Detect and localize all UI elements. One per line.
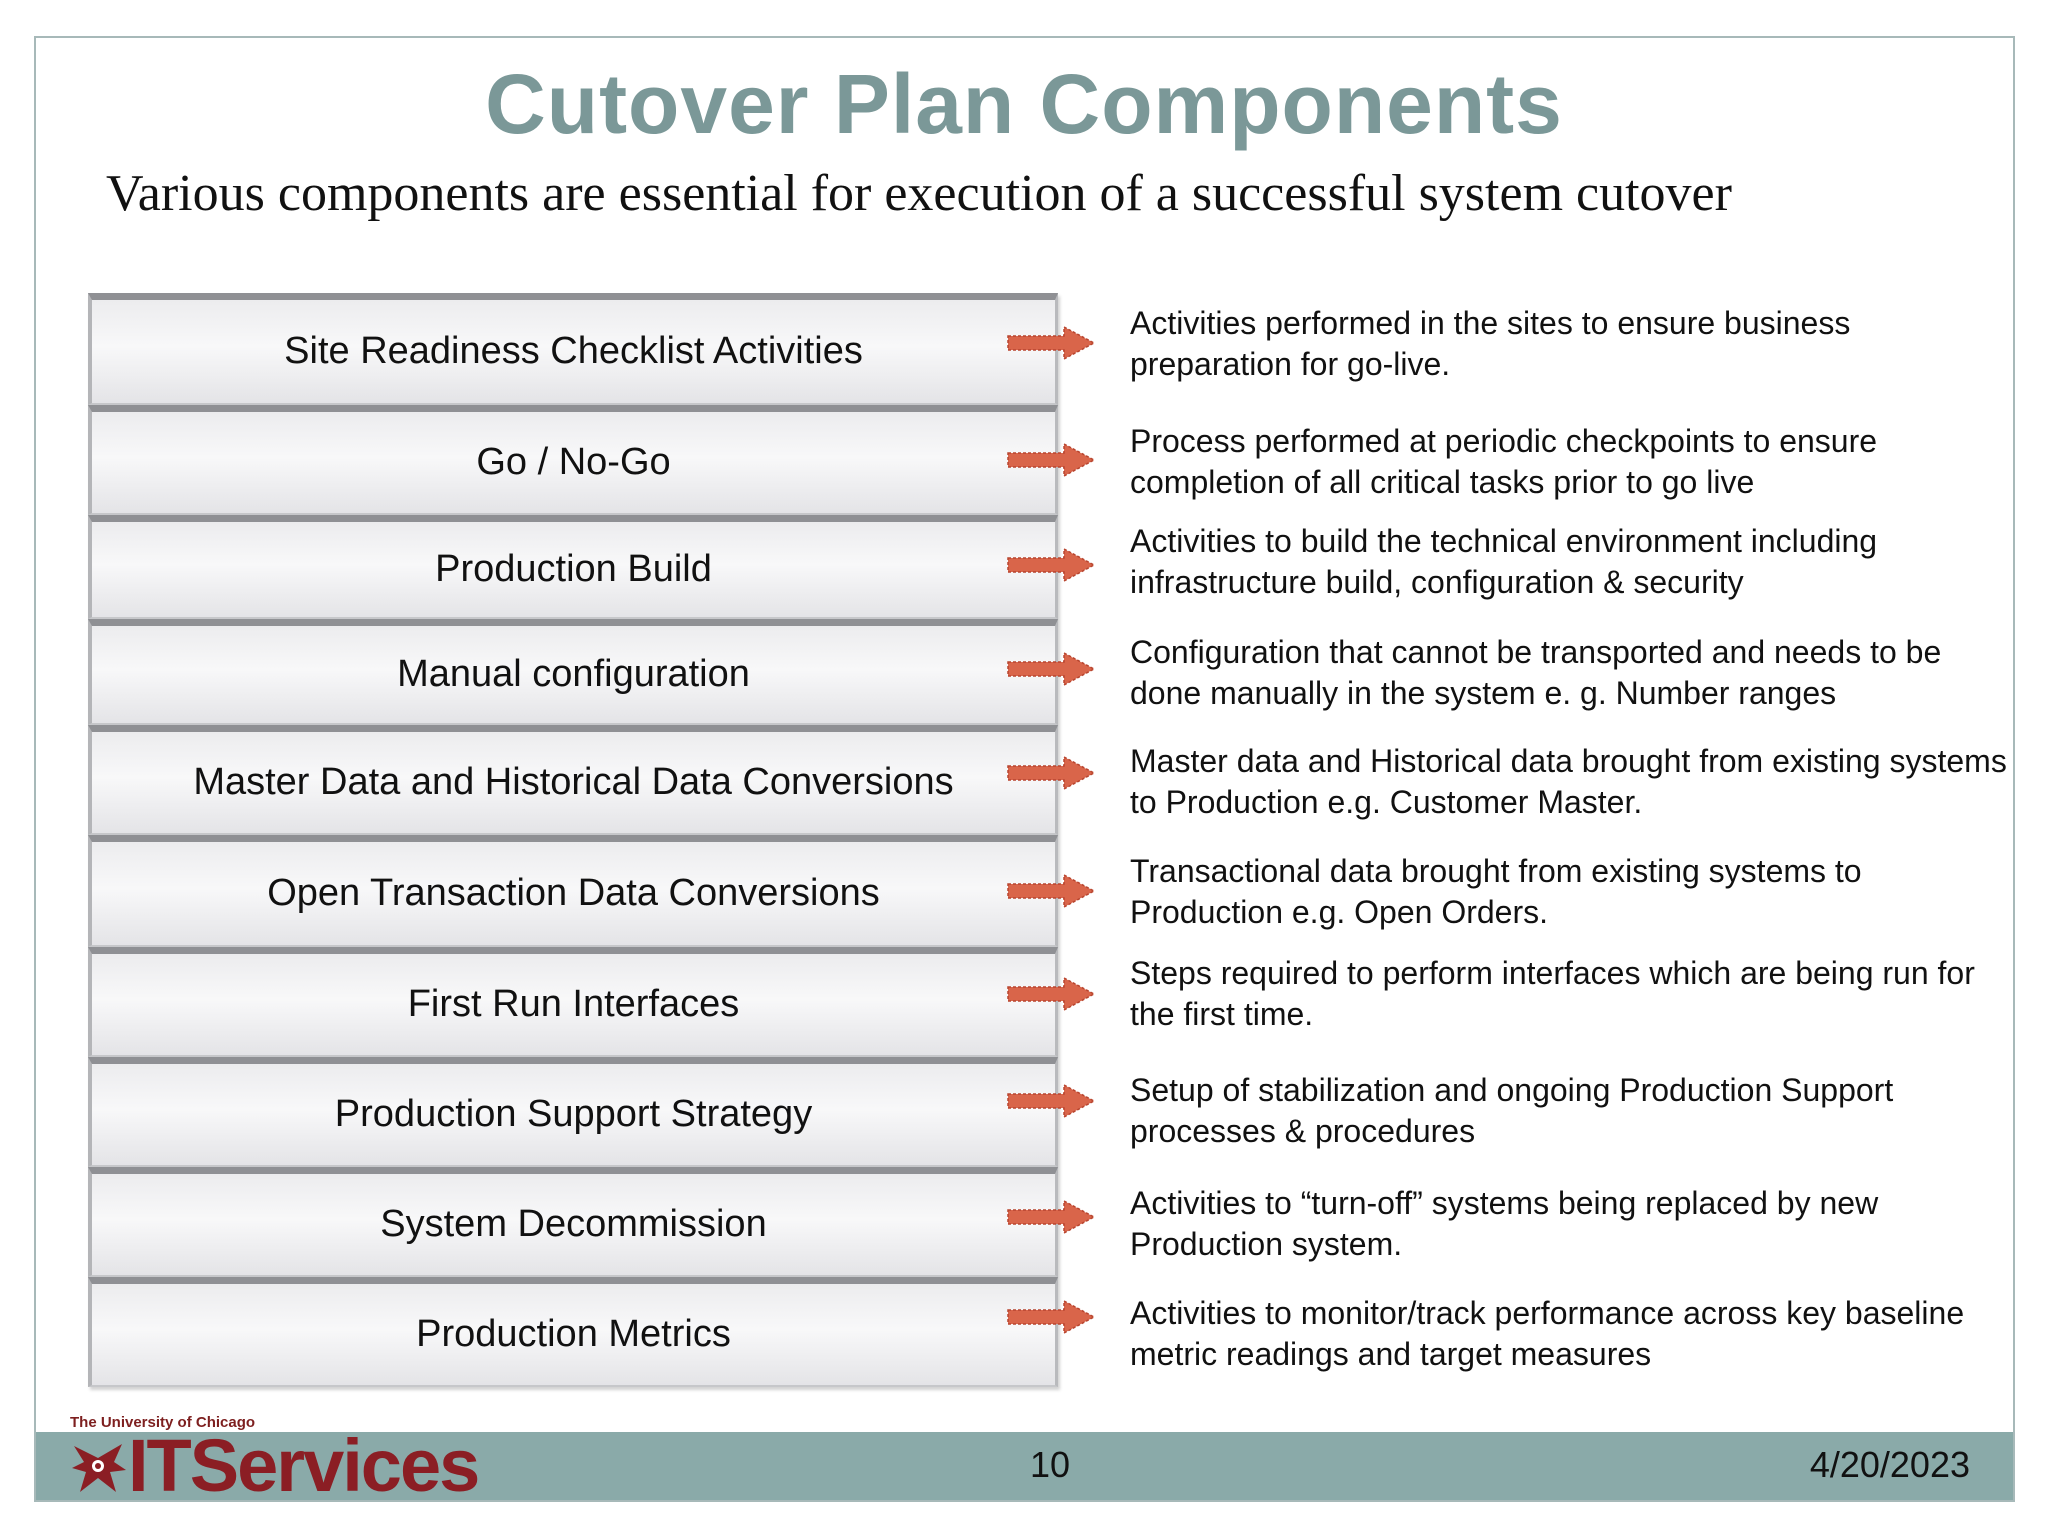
component-label: Master Data and Historical Data Conversions <box>193 761 954 803</box>
right-arrow-icon <box>1006 545 1096 585</box>
right-arrow-icon <box>1006 1197 1096 1237</box>
itservices-logo-text: ITServices <box>128 1424 479 1507</box>
component-description: Master data and Historical data brought from existing systems to Production e.g. Customer Master. <box>1130 743 2007 820</box>
component-box <box>88 405 1058 515</box>
slide-subtitle: Various components are essential for execution of a successful system cutover <box>106 165 1732 222</box>
component-box <box>88 515 1058 619</box>
right-arrow-icon <box>1006 649 1096 689</box>
right-arrow-icon <box>1006 440 1096 480</box>
page-number: 10 <box>1029 1444 1071 1485</box>
component-label: First Run Interfaces <box>407 983 740 1025</box>
component-description: Setup of stabilization and ongoing Production Support processes & procedures <box>1130 1072 1894 1149</box>
component-description: Steps required to perform interfaces which are being run for the first time. <box>1130 955 1975 1032</box>
right-arrow-icon <box>1006 323 1096 363</box>
slide-title: Cutover Plan Components <box>485 57 1563 151</box>
right-arrow-icon <box>1006 974 1096 1014</box>
right-arrow-icon <box>1006 871 1096 911</box>
right-arrow-icon <box>1006 1081 1096 1121</box>
component-box <box>88 293 1058 405</box>
component-description: Activities performed in the sites to ensure business preparation for go-live. <box>1130 305 1851 382</box>
component-label: Production Support Strategy <box>334 1093 813 1135</box>
component-box <box>88 619 1058 725</box>
component-description: Transactional data brought from existing systems to Production e.g. Open Orders. <box>1130 853 1862 930</box>
component-description: Process performed at periodic checkpoints to ensure completion of all critical tasks prior to go live <box>1130 423 1878 500</box>
component-box <box>88 947 1058 1057</box>
component-box <box>88 1167 1058 1277</box>
component-description: Activities to monitor/track performance across key baseline metric readings and target measures <box>1130 1295 1965 1372</box>
component-description: Configuration that cannot be transported and needs to be done manually in the system e. g. Number ranges <box>1130 634 1942 711</box>
uchicago-phoenix-logo-icon <box>70 1440 128 1496</box>
component-label: Go / No-Go <box>476 441 671 483</box>
component-label: System Decommission <box>380 1203 767 1245</box>
component-box <box>88 725 1058 835</box>
component-description: Activities to “turn-off” systems being replaced by new Production system. <box>1130 1185 1879 1262</box>
footer-date: 4/20/2023 <box>1809 1444 1970 1485</box>
right-arrow-icon <box>1006 1297 1096 1337</box>
right-arrow-icon <box>1006 753 1096 793</box>
component-box <box>88 1277 1058 1387</box>
component-box <box>88 835 1058 947</box>
component-label: Production Metrics <box>416 1313 731 1355</box>
component-label: Open Transaction Data Conversions <box>267 872 880 914</box>
component-label: Site Readiness Checklist Activities <box>284 330 863 372</box>
component-box <box>88 1057 1058 1167</box>
component-description: Activities to build the technical environment including infrastructure build, configuration & security <box>1130 523 1878 600</box>
component-label: Production Build <box>435 548 712 590</box>
component-label: Manual configuration <box>397 653 750 695</box>
university-name: The University of Chicago <box>70 1414 256 1431</box>
